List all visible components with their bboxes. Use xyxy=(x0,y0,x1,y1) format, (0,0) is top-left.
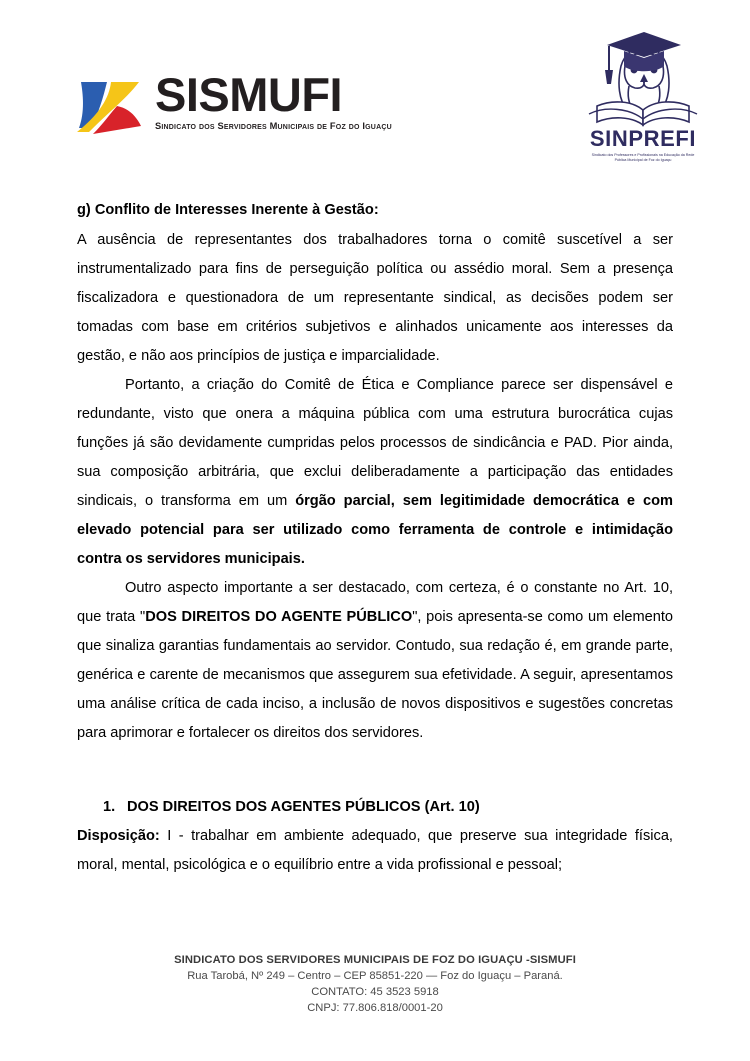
document-header xyxy=(0,0,750,185)
paragraph-3-text-before: Outro aspecto importante a ser destacado, com certeza, é o constante no Art. 10, que trata " xyxy=(77,580,673,625)
sismufi-wordblock xyxy=(155,68,392,132)
paragraph-3 xyxy=(77,574,673,748)
footer-address: Rua Tarobá, Nº 249 – Centro – CEP 85851-220 — Foz do Iguaçu – Paraná. xyxy=(187,970,563,982)
sinprefi-tagline: Sindicato dos Professores e Profissionais na Educação da Rede Pública Municipal de Foz do Iguaçu xyxy=(591,153,695,163)
paragraph-1: A ausência de representantes dos trabalhadores torna o comitê suscetível a ser instrumentalizado para fins de perseguição política ou assédio moral. Sem a presença fiscalizadora e questionadora de um representante sindical, as decisões podem ser tomadas com base em critérios subjetivos e alinhados unicamente aos interesses da gestão, e não aos princípios de justiça e imparcialidade. xyxy=(77,232,673,364)
footer-organization: SINDICATO DOS SERVIDORES MUNICIPAIS DE FOZ DO IGUAÇU -SISMUFI xyxy=(174,954,576,966)
document-footer xyxy=(0,952,750,1016)
paragraph-3-emphasis: DOS DIREITOS DO AGENTE PÚBLICO xyxy=(145,609,413,625)
disposicao-paragraph xyxy=(77,822,673,880)
footer-cnpj: CNPJ: 77.806.818/0001-20 xyxy=(307,1002,443,1014)
footer-contact: CONTATO: 45 3523 5918 xyxy=(311,986,439,998)
list-item-title: DOS DIREITOS DOS AGENTES PÚBLICOS (Art. 10) xyxy=(127,799,480,815)
paragraph-2-text: Portanto, a criação do Comitê de Ética e Compliance parece ser dispensável e redundante, visto que onera a máquina pública com uma estrutura burocrática cujas funções já são devidamente cumpridas pelos processos de sindicância e PAD. Pior ainda, sua composição arbitrária, que exclui deliberadamente a participação das entidades sindicais, o transforma em um xyxy=(77,377,673,509)
sismufi-logo xyxy=(77,68,392,138)
list-item-number: 1. xyxy=(103,799,116,815)
sismufi-tagline: Sindicato dos Servidores Municipais de Foz do Iguaçu xyxy=(155,121,392,132)
sinprefi-wordmark: SINPREFI xyxy=(589,126,697,151)
paragraph-2-emphasis: órgão parcial, sem legitimidade democrática e com elevado potencial para ser utilizado como ferramenta de controle e intimidação contra os servidores municipais. xyxy=(77,493,673,567)
paragraph-2 xyxy=(77,371,673,574)
section-heading: g) Conflito de Interesses Inerente à Gestão: xyxy=(77,202,379,218)
sinprefi-logo xyxy=(584,26,702,164)
numbered-list-item xyxy=(77,793,673,822)
sismufi-wordmark: SISMUFI xyxy=(155,68,343,121)
paragraph-3-text-after: ", pois apresenta-se como um elemento que sinaliza garantias fundamentais ao servidor. Contudo, sua redação é, em grande parte, genérica e carente de mecanismos que assegurem sua efetividade. A seguir, apresentamos uma análise crítica de cada inciso, a inclusão de novos dispositivos e sugestões concretas para aprimorar e fortalecer os direitos dos servidores. xyxy=(77,609,673,741)
disposicao-text: I - trabalhar em ambiente adequado, que preserve sua integridade física, moral, mental, psicológica e o equilíbrio entre a vida profissional e pessoal; xyxy=(77,828,673,873)
sismufi-emblem-icon xyxy=(77,76,149,138)
sinprefi-owl-book-icon xyxy=(587,26,699,130)
disposicao-label: Disposição: xyxy=(77,828,160,844)
document-body xyxy=(77,196,673,880)
